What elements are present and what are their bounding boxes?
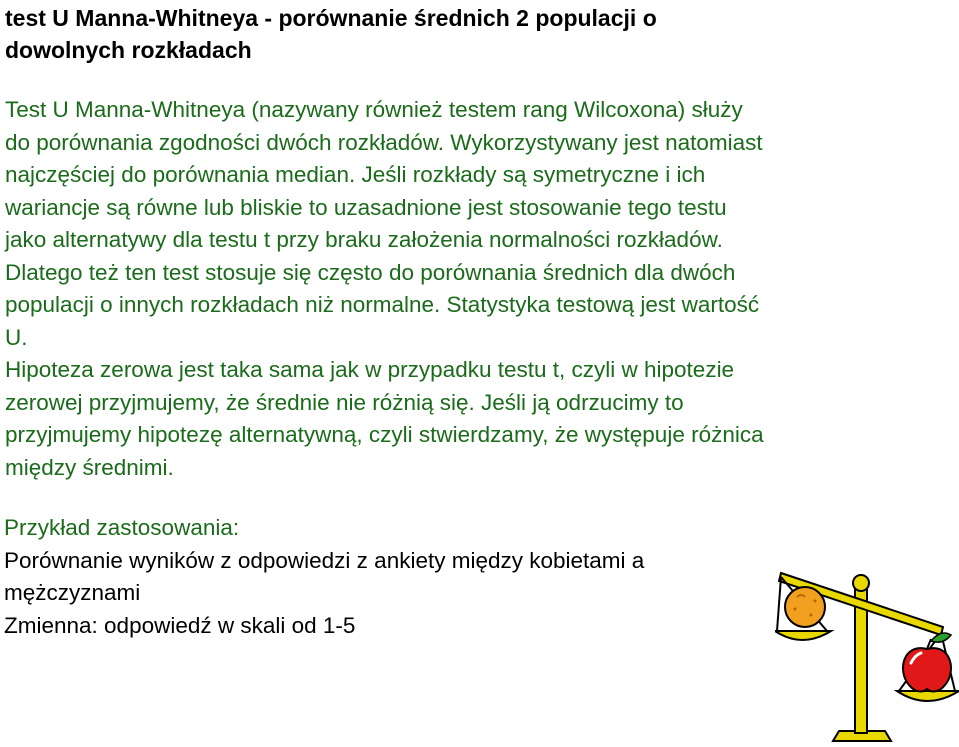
description-line: przyjmujemy hipotezę alternatywną, czyli stwierdzamy, że występuje różnica [5, 422, 764, 447]
title-line-2: dowolnych rozkładach [5, 37, 252, 63]
leaf-icon [931, 633, 951, 642]
description-line: Hipoteza zerowa jest taka sama jak w przypadku testu t, czyli w hipotezie [5, 357, 735, 382]
description-paragraph [5, 94, 955, 484]
page-title [5, 2, 905, 66]
example-section [4, 512, 804, 642]
description-line: wariancje są równe lub bliskie to uzasadnione jest stosowanie tego testu [5, 194, 727, 220]
apple-icon [903, 648, 951, 691]
scale-knob [853, 575, 869, 591]
description-line: między średnimi. [5, 454, 174, 480]
scale-pan-left [775, 631, 831, 640]
description-line: Dlatego też ten test stosuje się często do porównania średnich dla dwóch [5, 259, 736, 285]
example-heading: Przykład zastosowania: [4, 515, 240, 540]
scale-pan-right [897, 691, 959, 701]
description-line: Test U Manna-Whitneya (nazywany również testem rang Wilcoxona) służy [5, 97, 743, 122]
description-line: zerowej przyjmujemy, że średnie nie różnią się. Jeśli ją odrzucimy to [5, 389, 684, 415]
orange-icon [785, 587, 825, 627]
example-variable: Zmienna: odpowiedź w skali od 1-5 [4, 612, 356, 638]
description-line: do porównania zgodności dwóch rozkładów. Wykorzystywany jest natomiast [5, 129, 763, 155]
title-line-1: test U Manna-Whitneya - porównanie średnich 2 populacji o [5, 5, 657, 31]
description-line: jako alternatywy dla testu t przy braku założenia normalności rozkładów. [5, 227, 723, 252]
example-line: mężczyznami [4, 580, 141, 605]
balance-scale-icon [775, 545, 959, 747]
description-line: U. [5, 324, 28, 350]
description-line: populacji o innych rozkładach niż normalne. Statystyka testową jest wartość [5, 292, 760, 317]
example-line: Porównanie wyników z odpowiedzi z ankiety między kobietami a [4, 547, 645, 573]
description-line: najczęściej do porównania median. Jeśli rozkłady są symetryczne i ich [5, 162, 706, 187]
